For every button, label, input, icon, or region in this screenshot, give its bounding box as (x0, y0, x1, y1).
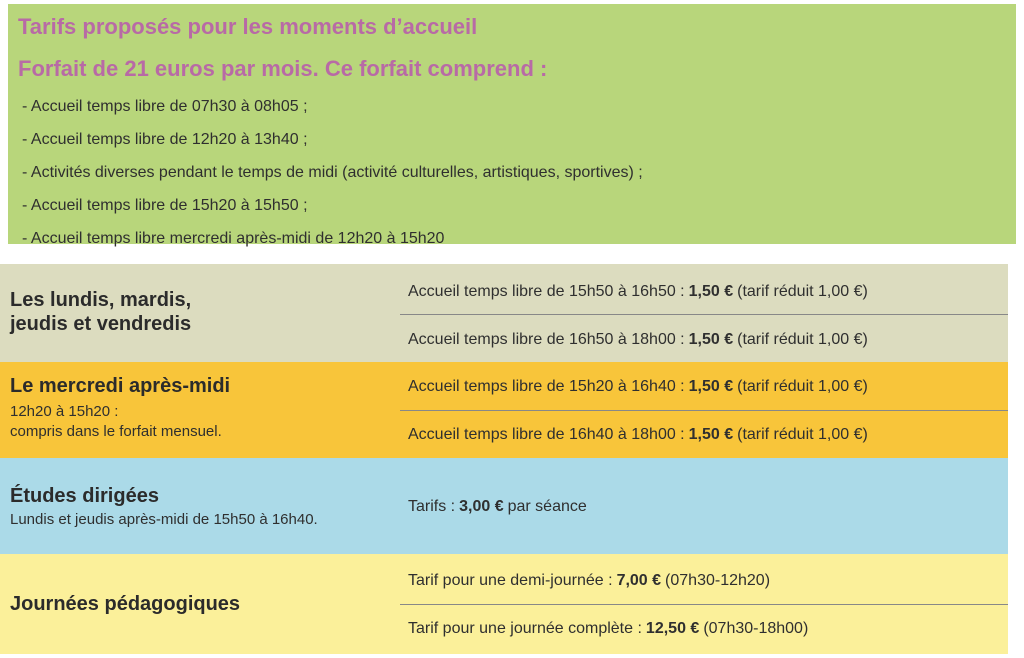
row-wednesday (0, 362, 1008, 458)
divider (400, 410, 1008, 411)
divider (400, 604, 1008, 605)
price-label: Tarif pour une demi-journée : (408, 572, 613, 589)
page-title: Tarifs proposés pour les moments d’accueil (18, 14, 478, 39)
price-note: par séance (507, 498, 587, 515)
row-subtitle: 12h20 à 15h20 : (10, 403, 119, 420)
row-title-line2: jeudis et vendredis (10, 313, 192, 335)
row-label (10, 592, 400, 616)
price-value: 3,00 € (459, 498, 504, 515)
divider (400, 314, 1008, 315)
price-note: (tarif réduit 1,00 €) (737, 331, 868, 348)
price-label: Accueil temps libre de 15h20 à 16h40 : (408, 378, 685, 395)
price-cell (400, 364, 1008, 410)
row-journees (0, 554, 1008, 654)
price-value: 12,50 € (645, 620, 700, 637)
price-label: Tarifs : (408, 498, 456, 515)
row-prices (400, 362, 1008, 458)
price-note: (tarif réduit 1,00 €) (737, 283, 868, 300)
price-value: 1,50 € (688, 426, 734, 443)
price-value: 1,50 € (688, 378, 734, 395)
row-title: Journées pédagogiques (10, 593, 241, 615)
forfait-list (18, 90, 1006, 255)
list-item: - Accueil temps libre de 12h20 à 13h40 ; (22, 131, 308, 148)
row-title: Le mercredi après-midi (10, 375, 231, 397)
list-item: - Accueil temps libre de 15h20 à 15h50 ; (22, 197, 308, 214)
row-title: Les lundis, mardis, (10, 289, 192, 311)
row-prices (400, 458, 1008, 554)
price-cell (400, 484, 1008, 530)
row-label (10, 374, 400, 442)
forfait-heading: Forfait de 21 euros par mois. Ce forfait comprend : (18, 56, 548, 81)
list-item: - Activités diverses pendant le temps de midi (activité culturelles, artistiques, sportives) ; (22, 164, 643, 181)
row-subtitle: Lundis et jeudis après-midi de 15h50 à 16h40. (10, 511, 318, 528)
price-label: Accueil temps libre de 16h50 à 18h00 : (408, 331, 685, 348)
price-cell (400, 606, 1008, 652)
price-label: Tarif pour une journée complète : (408, 620, 642, 637)
list-item: - Accueil temps libre de 07h30 à 08h05 ; (22, 98, 308, 115)
row-etudes (0, 458, 1008, 554)
price-cell (400, 318, 1008, 362)
forfait-box (8, 4, 1016, 247)
row-weekdays (0, 264, 1008, 362)
row-label (10, 484, 400, 530)
row-title: Études dirigées (10, 485, 159, 507)
price-note: (tarif réduit 1,00 €) (737, 426, 868, 443)
price-value: 1,50 € (688, 331, 734, 348)
row-prices (400, 264, 1008, 362)
price-cell (400, 270, 1008, 314)
row-subtitle-2: compris dans le forfait mensuel. (10, 423, 222, 440)
price-value: 7,00 € (616, 572, 662, 589)
price-note: (07h30-12h20) (665, 572, 771, 589)
price-label: Accueil temps libre de 16h40 à 18h00 : (408, 426, 685, 443)
price-cell (400, 412, 1008, 458)
row-label (10, 288, 400, 336)
price-note: (07h30-18h00) (703, 620, 809, 637)
price-value: 1,50 € (688, 283, 734, 300)
list-item: - Accueil temps libre mercredi après-midi de 12h20 à 15h20 (22, 230, 445, 247)
price-cell (400, 558, 1008, 604)
row-prices (400, 554, 1008, 654)
price-label: Accueil temps libre de 15h50 à 16h50 : (408, 283, 685, 300)
price-note: (tarif réduit 1,00 €) (737, 378, 868, 395)
